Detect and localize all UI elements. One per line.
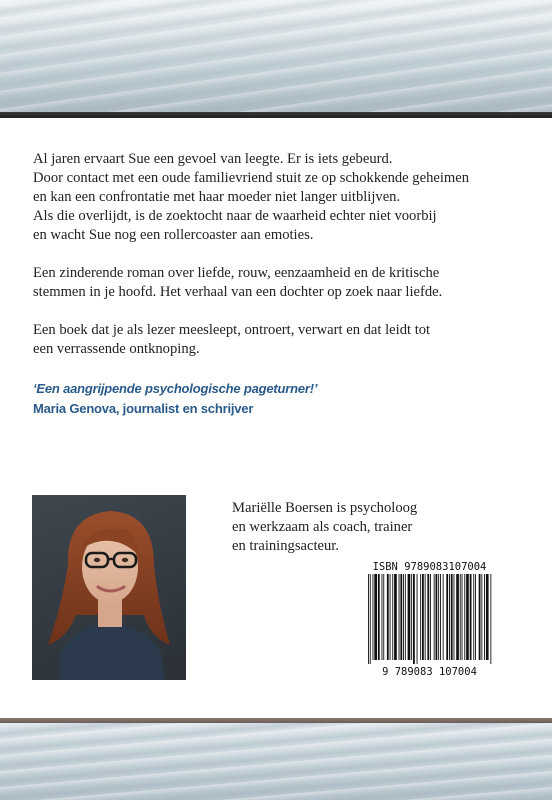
author-bio-line: Mariëlle Boersen is psycholoog <box>232 500 418 516</box>
barcode-bar <box>449 574 450 660</box>
barcode-bar <box>434 574 435 660</box>
barcode-bar <box>430 574 431 660</box>
blurb-line: een verrassende ontknoping. <box>33 341 200 357</box>
back-cover-blurb <box>33 150 523 378</box>
barcode-bar <box>484 574 485 660</box>
barcode-bar <box>387 574 389 660</box>
barcode-bar <box>454 574 455 660</box>
barcode-bar <box>479 574 481 660</box>
author-photo <box>32 495 186 680</box>
author-bio-line: en werkzaam als coach, trainer <box>232 519 413 535</box>
blurb-line: en wacht Sue nog een rollercoaster aan emoties. <box>33 227 314 243</box>
barcode-bar <box>408 574 411 660</box>
quote-text: ‘Een aangrijpende psychologische pageturner!’ <box>33 381 318 396</box>
barcode-bar <box>399 574 400 660</box>
barcode-bar <box>446 574 448 660</box>
barcode-bar <box>470 574 472 660</box>
blurb-line: Als die overlijdt, is de zoektocht naar de waarheid echter niet voorbij <box>33 208 437 224</box>
barcode-bar <box>481 574 482 660</box>
barcode-bar <box>466 574 469 660</box>
barcode-bar <box>451 574 453 660</box>
blurb-paragraph-1 <box>33 150 523 245</box>
barcode-bar <box>370 574 371 664</box>
barcode-bar <box>390 574 391 660</box>
blurb-line: Door contact met een oude familievriend stuit ze op schokkende geheimen <box>33 170 470 186</box>
isbn-label: ISBN 9789083107004 <box>372 561 487 573</box>
barcode-bar <box>374 574 377 660</box>
barcode-bar <box>394 574 397 660</box>
author-bio <box>232 499 532 556</box>
barcode-bar <box>464 574 465 660</box>
blurb-line: en kan een confrontatie met haar moeder niet langer uitblijven. <box>33 189 401 205</box>
barcode-bar <box>462 574 463 660</box>
barcode-bar <box>383 574 384 660</box>
barcode-bar <box>382 574 383 660</box>
review-quote <box>33 379 523 419</box>
barcode-bar <box>475 574 476 660</box>
barcode-bar <box>427 574 429 660</box>
barcode-bar <box>373 574 374 660</box>
blurb-line: Een boek dat je als lezer meesleept, ontroert, verwart en dat leidt tot <box>33 322 431 338</box>
barcode-bar <box>411 574 412 660</box>
author-portrait-illustration <box>32 495 186 680</box>
isbn-barcode <box>362 560 497 678</box>
barcode-bar <box>403 574 404 660</box>
barcode-bar <box>368 574 369 664</box>
barcode-bar <box>460 574 461 660</box>
barcode-digits: 9 789083 107004 <box>382 666 477 678</box>
blurb-line: Al jaren ervaart Sue een gevoel van leegte. Er is iets gebeurd. <box>33 151 393 167</box>
barcode-bar <box>405 574 406 660</box>
barcode-bar <box>490 574 491 664</box>
barcode-bar <box>438 574 439 660</box>
author-bio-line: en trainingsacteur. <box>232 538 339 554</box>
barcode-bar <box>486 574 489 660</box>
barcode-bar <box>443 574 444 660</box>
barcode-bar <box>456 574 459 660</box>
barcode-bar <box>392 574 393 660</box>
barcode-bar <box>378 574 380 660</box>
barcode-bar <box>420 574 421 660</box>
blurb-line: Een zinderende roman over liefde, rouw, eenzaamheid en de kritische <box>33 265 440 281</box>
bottom-wave-decoration <box>0 723 552 800</box>
blurb-paragraph-3 <box>33 321 523 359</box>
quote-source: Maria Genova, journalist en schrijver <box>33 401 254 416</box>
barcode-bar <box>473 574 474 660</box>
barcode-bar <box>417 574 418 664</box>
top-divider-band <box>0 112 552 118</box>
barcode-bar <box>400 574 402 660</box>
barcode-bar <box>422 574 424 660</box>
barcode-bar <box>440 574 441 660</box>
blurb-paragraph-2 <box>33 264 523 302</box>
barcode-bar <box>436 574 438 660</box>
barcode-bar <box>425 574 426 660</box>
top-wave-decoration <box>0 0 552 112</box>
barcode-bar <box>413 574 415 664</box>
blurb-line: stemmen in je hoofd. Het verhaal van een dochter op zoek naar liefde. <box>33 284 443 300</box>
